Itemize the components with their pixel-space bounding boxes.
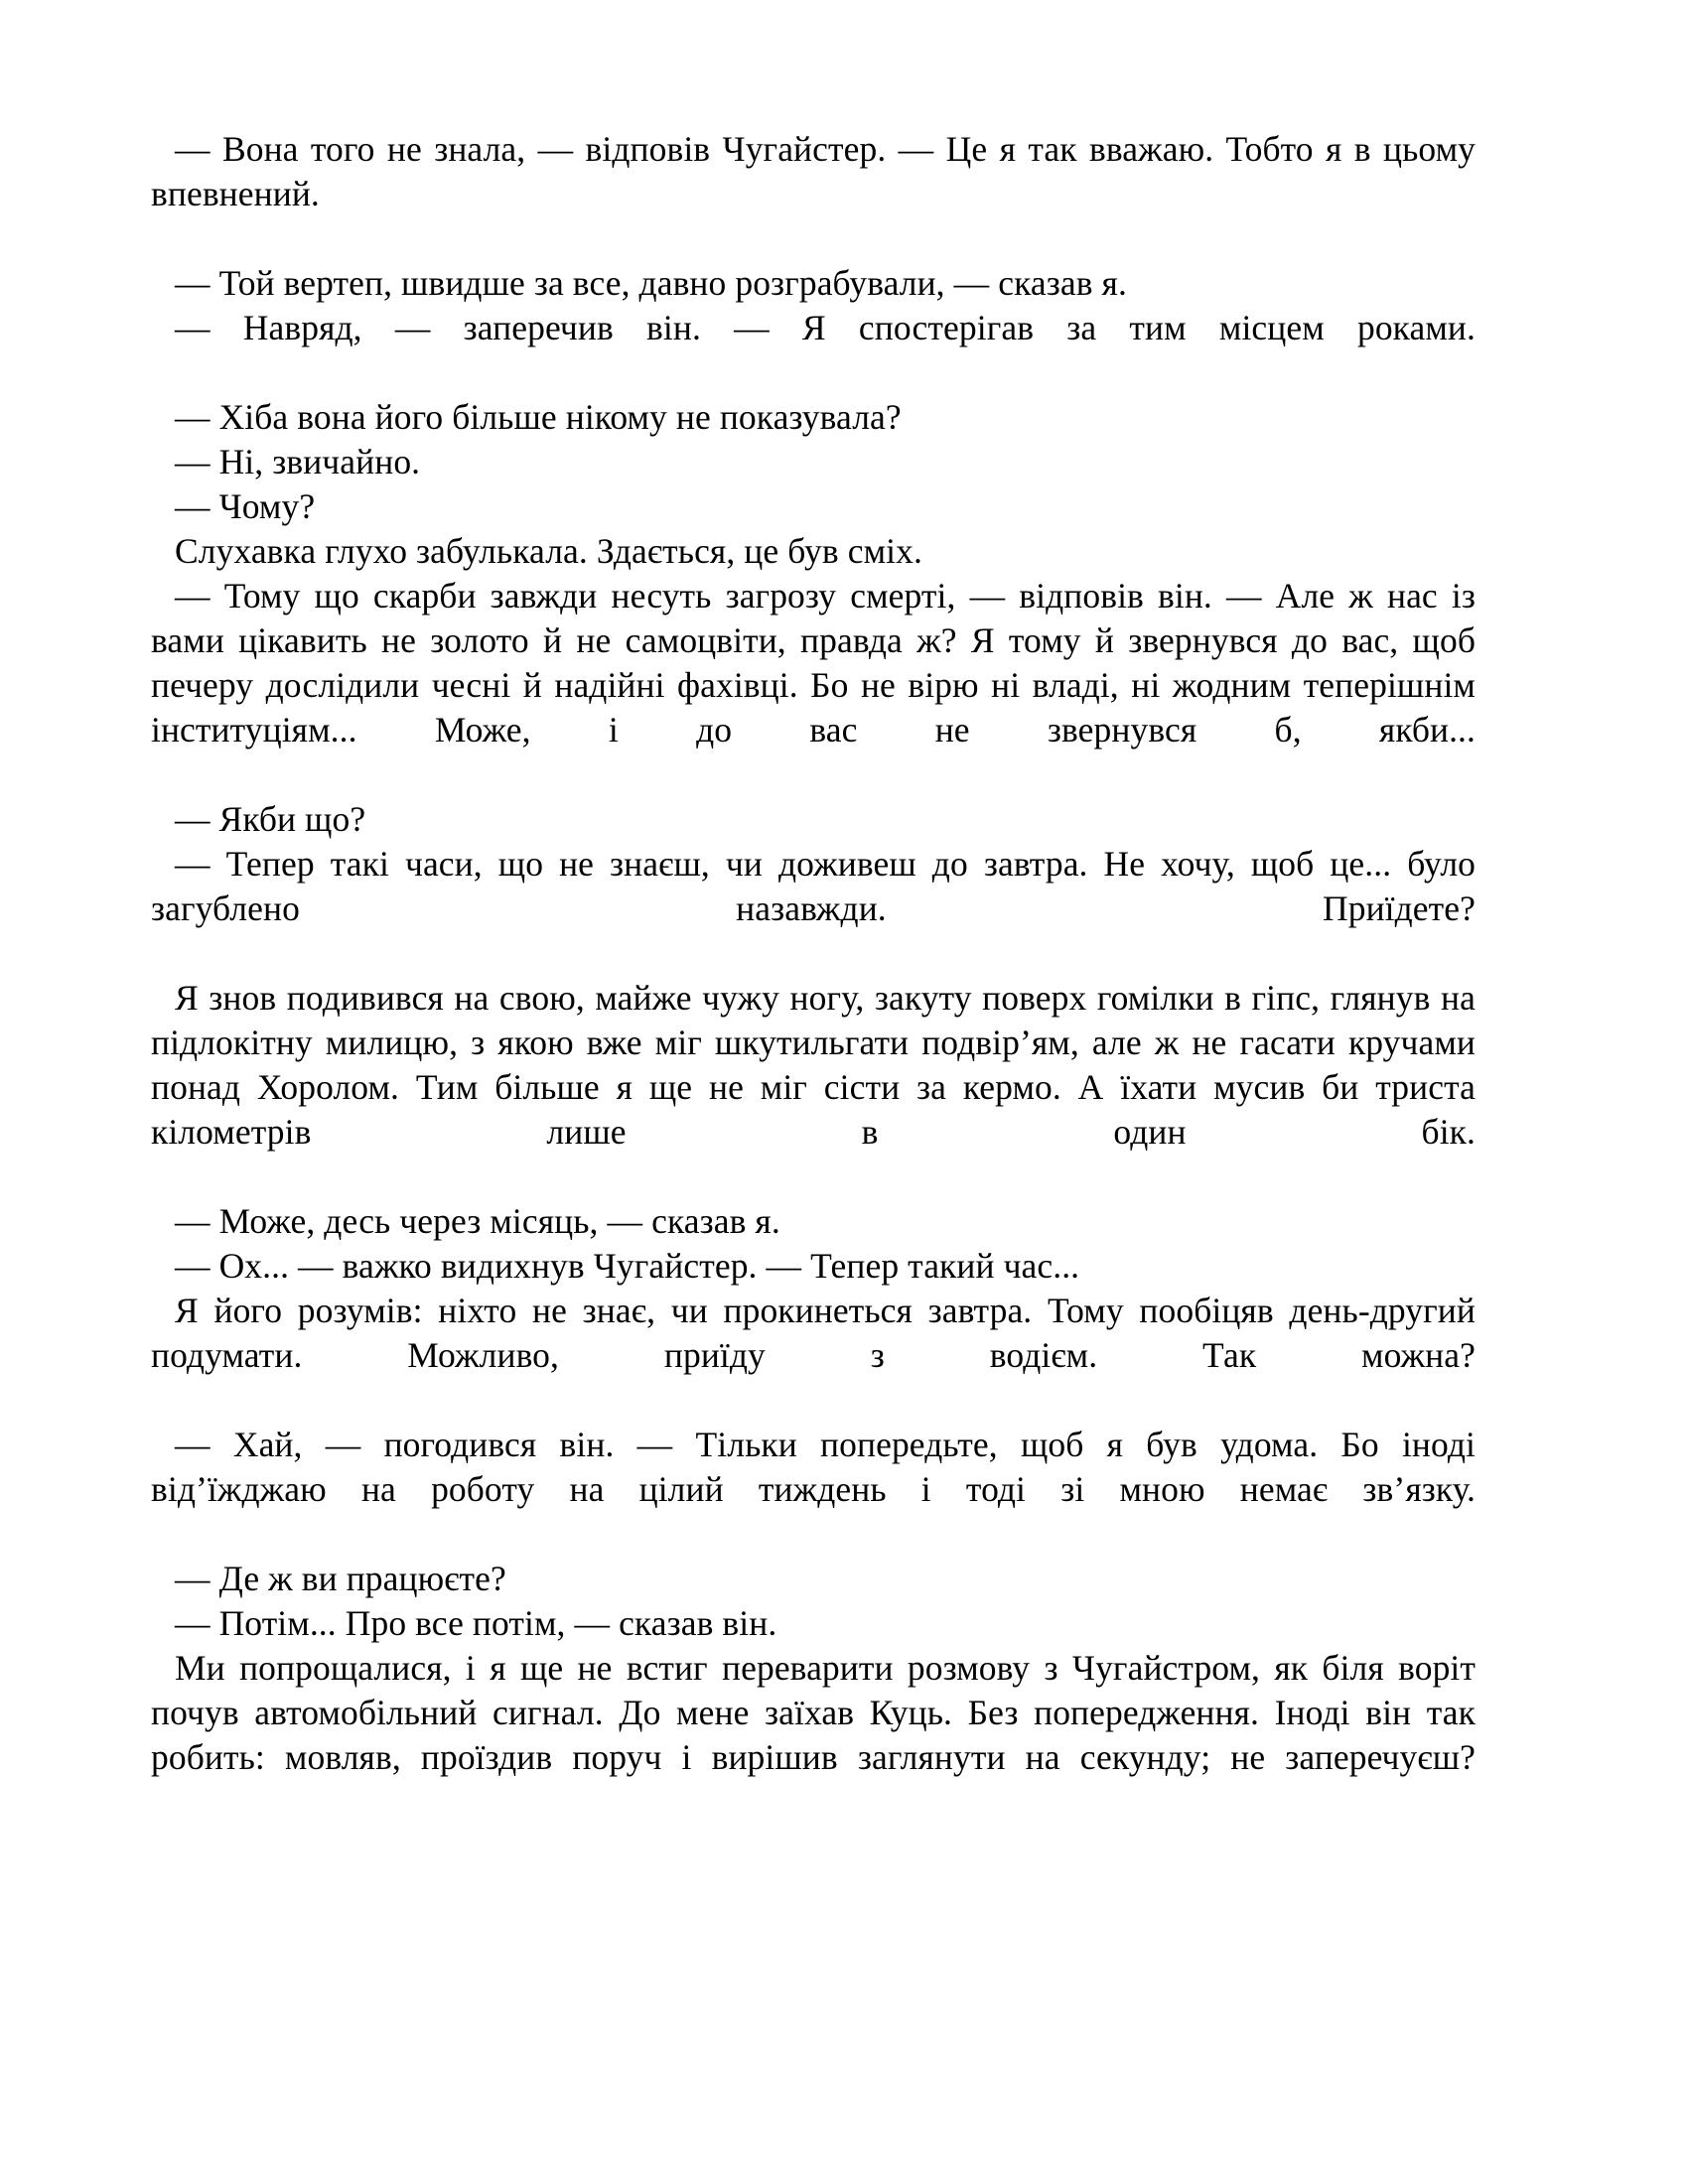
paragraph: — Чому? (175, 486, 316, 526)
paragraph: — Тепер такі часи, що не знаєш, чи доживеш до завтра. Не хочу, щоб це... було загублено назавжди. Приїдете? (151, 844, 1476, 928)
paragraph: Слухавка глухо забулькала. Здається, це був сміх. (175, 531, 922, 571)
paragraph: Я його розумів: ніхто не знає, чи прокинеться завтра. Тому пообіцяв день-другий подумати. Можливо, приїду з водієм. Так можна? (151, 1291, 1476, 1375)
paragraph: — Ох... — важко видихнув Чугайстер. — Тепер такий час... (175, 1246, 1080, 1286)
paragraph: — Може, десь через місяць, — сказав я. (175, 1201, 780, 1241)
page-text-block (151, 127, 1476, 1825)
paragraph: — Хіба вона його більше нікому не показувала? (175, 397, 902, 437)
paragraph: — Навряд, — заперечив він. — Я спостерігав за тим місцем роками. (175, 308, 1476, 347)
paragraph: — Тому що скарби завжди несуть загрозу смерті, — відповів він. — Але ж нас із вами цікавить не золото й не самоцвіти, правда ж? Я тому й звернувся до вас, щоб печеру дослідили чесні й надійні фахівці. Бо не вірю ні владі, ні жодним теперішнім інституціям... Може, і до вас не звернувся б, якби... (151, 576, 1476, 750)
paragraph: Ми попрощалися, і я ще не встиг переварити розмову з Чугайстром, як біля воріт почув автомобільний сигнал. До мене заїхав Куць. Без попередження. Іноді він так робить: мовляв, проїздив поруч і вирішив заглянути на секунду; не заперечуєш? (151, 1648, 1476, 1777)
paragraph: — Якби що? (175, 799, 366, 839)
paragraph: — Той вертеп, швидше за все, давно розграбували, — сказав я. (175, 263, 1127, 303)
paragraph: — Ні, звичайно. (175, 442, 421, 481)
paragraph: — Хай, — погодився він. — Тільки попередьте, щоб я був удома. Бо іноді від’їжджаю на роботу на цілий тиждень і тоді зі мною немає зв’язку. (151, 1425, 1476, 1509)
paragraph: — Вона того не знала, — відповів Чугайстер. — Це я так вважаю. Тобто я в цьому впевнений. (151, 129, 1476, 213)
paragraph: — Де ж ви працюєте? (175, 1559, 506, 1598)
paragraph: Я знов подивився на свою, майже чужу ногу, закуту поверх гомілки в гіпс, глянув на підлокітну милицю, з якою вже міг шкутильгати подвір’ям, але ж не гасати кручами понад Хоролом. Тим більше я ще не міг сісти за кермо. А їхати мусив би триста кілометрів лише в один бік. (151, 978, 1476, 1152)
paragraph: — Потім... Про все потім, — сказав він. (175, 1603, 777, 1643)
